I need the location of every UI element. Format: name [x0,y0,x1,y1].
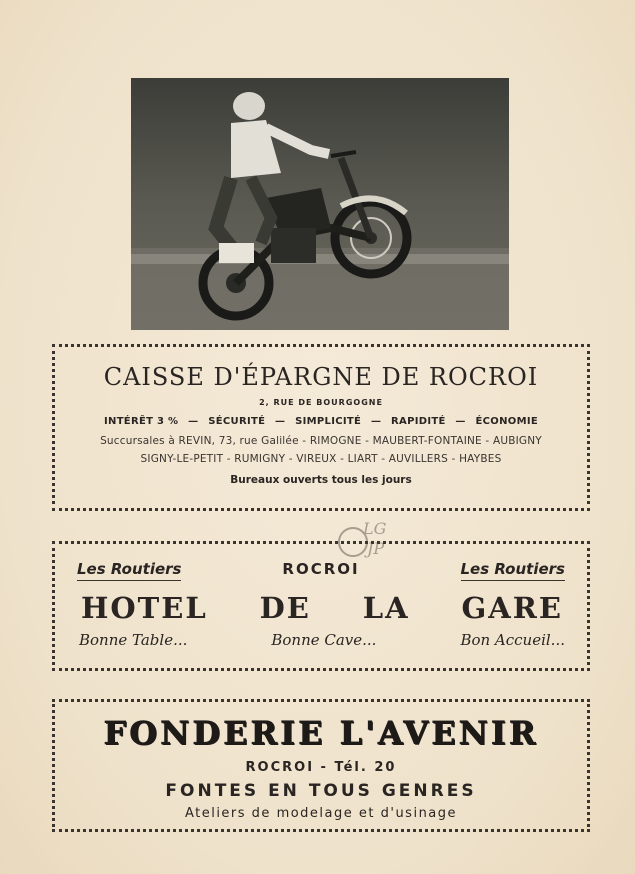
fonderie-location: ROCROI - Tél. 20 [245,760,397,775]
feature-item: INTÉRÊT 3 % [104,416,179,427]
feature-dash: — [370,416,382,427]
caisse-hours: Bureaux ouverts tous les jours [230,474,412,486]
fonderie-services: Ateliers de modelage et d'usinage [184,806,458,821]
caisse-features [55,416,587,427]
motorcycle-rider-icon [131,78,509,330]
feature-dash: — [455,416,466,427]
feature-dash: — [275,416,286,427]
caisse-branches-line1: Succursales à REVIN, 73, rue Galilée - RIMOGNE - MAUBERT-FONTAINE - AUBIGNY [100,435,542,447]
hotel-de-la-gare-ad [52,541,590,671]
caisse-epargne-ad [52,344,590,511]
feature-item: SIMPLICITÉ [295,416,362,427]
hotel-word: DE [259,591,311,625]
feature-item: RAPIDITÉ [391,416,446,427]
stamp-bottom: JP [367,539,385,558]
stamp-top: LG [363,519,387,538]
slogan: Bonne Cave... [271,631,377,649]
motorcycle-photo [131,78,509,330]
hotel-word: LA [362,591,410,625]
feature-item: ÉCONOMIE [475,416,538,427]
caisse-address: 2, RUE DE BOURGOGNE [259,398,383,407]
hotel-name [55,581,587,625]
feature-item: SÉCURITÉ [208,416,266,427]
routiers-left: Les Routiers [77,560,181,581]
fonderie-title: FONDERIE L'AVENIR [103,714,539,752]
caisse-title: CAISSE D'ÉPARGNE DE ROCROI [103,363,539,391]
feature-dash: — [188,416,199,427]
hotel-town: ROCROI [282,560,360,578]
fonderie-tagline: FONTES EN TOUS GENRES [165,781,477,801]
hotel-slogans [55,625,587,649]
slogan: Bonne Table... [79,631,188,649]
hotel-word: HOTEL [81,591,208,625]
hotel-word: GARE [461,591,563,625]
routiers-right: Les Routiers [461,560,565,581]
slogan: Bon Accueil... [460,631,565,649]
fonderie-ad [52,699,590,832]
hotel-header [55,544,587,581]
caisse-branches-line2: SIGNY-LE-PETIT - RUMIGNY - VIREUX - LIART - AUVILLERS - HAYBES [140,453,502,465]
